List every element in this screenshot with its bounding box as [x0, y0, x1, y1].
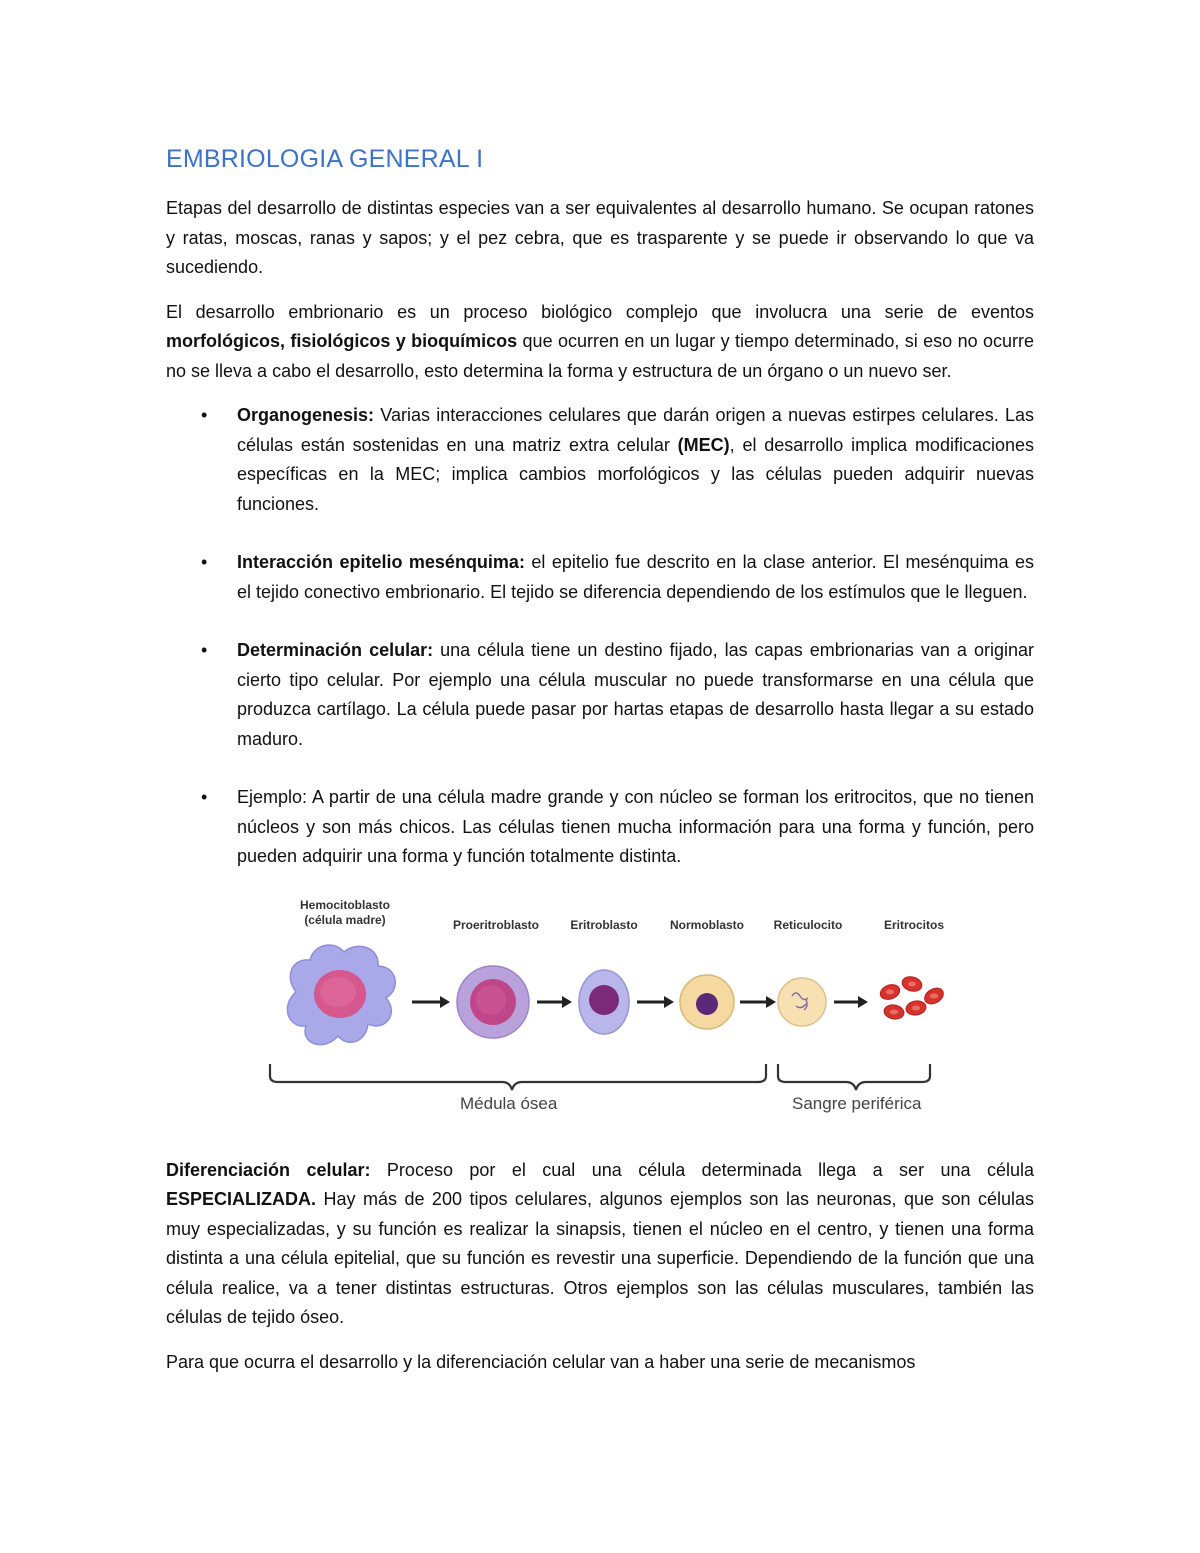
bullet-marker: •	[201, 640, 208, 660]
development-text-c: que ocurren en un lugar y tiempo determinado, si eso no ocurre no se lleva a cabo el desarrollo, esto determina la forma y estructura de un órgano o un nuevo ser.	[166, 331, 1034, 381]
term-organogenesis: Organogenesis:	[237, 405, 375, 425]
mechanisms-paragraph: Para que ocurra el desarrollo y la diferenciación celular van a haber una serie de mecanismos	[166, 1351, 916, 1372]
bone-marrow-brace	[270, 1064, 766, 1090]
normoblast-nucleus	[696, 993, 718, 1015]
bullet-marker: •	[201, 405, 208, 425]
differentiation-paragraph	[166, 1156, 1034, 1333]
development-paragraph	[166, 298, 1034, 387]
differentiation-text-b: Proceso por el cual una célula determinada llega a ser una célula	[370, 1159, 1034, 1180]
list-item-ejemplo	[166, 783, 1034, 872]
term-mec: (MEC)	[677, 434, 730, 455]
term-interaccion: Interacción epitelio mesénquima:	[237, 552, 525, 572]
label-eritrocitos: Eritrocitos	[883, 917, 944, 932]
label-hemocitoblasto: Hemocitoblasto (célula madre)	[299, 897, 390, 927]
intro-paragraph: Etapas del desarrollo de distintas especies van a ser equivalentes al desarrollo humano. Se ocupan ratones y ratas, moscas, ranas y sapos; y el pez cebra, que es trasparente y se puede ir observando lo que va sucediendo.	[166, 198, 1034, 277]
label-sangre-periferica: Sangre periférica	[792, 1093, 922, 1113]
interaccion-text: el epitelio fue descrito en la clase anterior. El mesénquima es el tejido conectivo embrionario. El tejido se diferencia dependiendo de los estímulos que le lleguen.	[237, 552, 1034, 602]
list-item-epitelio-mesenquima	[166, 548, 1034, 607]
label-normoblasto: Normoblasto	[669, 917, 744, 932]
development-bold-terms: morfológicos, fisiológicos y bioquímicos	[166, 331, 518, 351]
organogenesis-text-1: Varias interacciones celulares que darán origen a nuevas estirpes celulares. Las células están sostenidas en una matriz extra celular	[237, 405, 1034, 455]
organogenesis-text-2: , el desarrollo implica modificaciones específicas en la MEC; implica cambios morfológicos y las células pueden adquirir nuevas funciones.	[237, 434, 1034, 514]
term-especializada: ESPECIALIZADA.	[166, 1189, 317, 1209]
label-proeritroblasto: Proeritroblasto	[452, 917, 539, 932]
determinacion-text: una célula tiene un destino fijado, las capas embrionarias van a originar cierto tipo celular. Por ejemplo una célula muscular no puede transformarse en una célula que produzca cartílago. La célula puede pasar por hartas etapas de desarrollo hasta llegar a su estado maduro.	[237, 640, 1034, 749]
term-diferenciacion: Diferenciación celular:	[166, 1159, 371, 1180]
arrow-3	[637, 996, 674, 1008]
list-item-organogenesis	[166, 401, 1034, 519]
concept-list	[166, 401, 1034, 872]
development-text-a: El desarrollo embrionario es un proceso biológico complejo que involucra una serie de eventos	[166, 301, 1034, 322]
arrow-2	[537, 996, 572, 1008]
document-title: EMBRIOLOGIA GENERAL I	[166, 145, 484, 173]
reticulocyte-cytoplasm	[778, 978, 826, 1026]
arrow-4	[740, 996, 776, 1008]
erythropoiesis-figure	[262, 896, 962, 1128]
bullet-marker: •	[201, 787, 208, 807]
term-determinacion: Determinación celular:	[237, 640, 434, 660]
label-eritroblasto: Eritroblasto	[570, 917, 638, 932]
erythroblast-nucleus	[589, 985, 619, 1015]
label-medula-osea: Médula ósea	[460, 1093, 558, 1113]
arrow-5	[834, 996, 868, 1008]
arrow-1	[412, 996, 450, 1008]
bullet-marker: •	[201, 552, 208, 572]
ejemplo-text: A partir de una célula madre grande y con núcleo se forman los eritrocitos, que no tienen núcleos y son más chicos. Las células tienen mucha información para una forma y función, pero pueden adquirir una forma y función totalmente distinta.	[237, 787, 1034, 866]
peripheral-blood-brace	[778, 1064, 930, 1090]
differentiation-text-d: Hay más de 200 tipos celulares, algunos ejemplos son las neuronas, que son células muy especializadas, y su función es realizar la sinapsis, tienen el núcleo en el centro, y tienen una forma distinta a una célula epitelial, que su función es revestir una superficie. Dependiendo de la función que una célula realice, va a tener distintas estructuras. Otros ejemplos son las células musculares, también las células de tejido óseo.	[166, 1189, 1034, 1327]
label-reticulocito: Reticulocito	[773, 917, 843, 932]
term-ejemplo: Ejemplo:	[237, 787, 308, 807]
list-item-determinacion	[166, 636, 1034, 754]
